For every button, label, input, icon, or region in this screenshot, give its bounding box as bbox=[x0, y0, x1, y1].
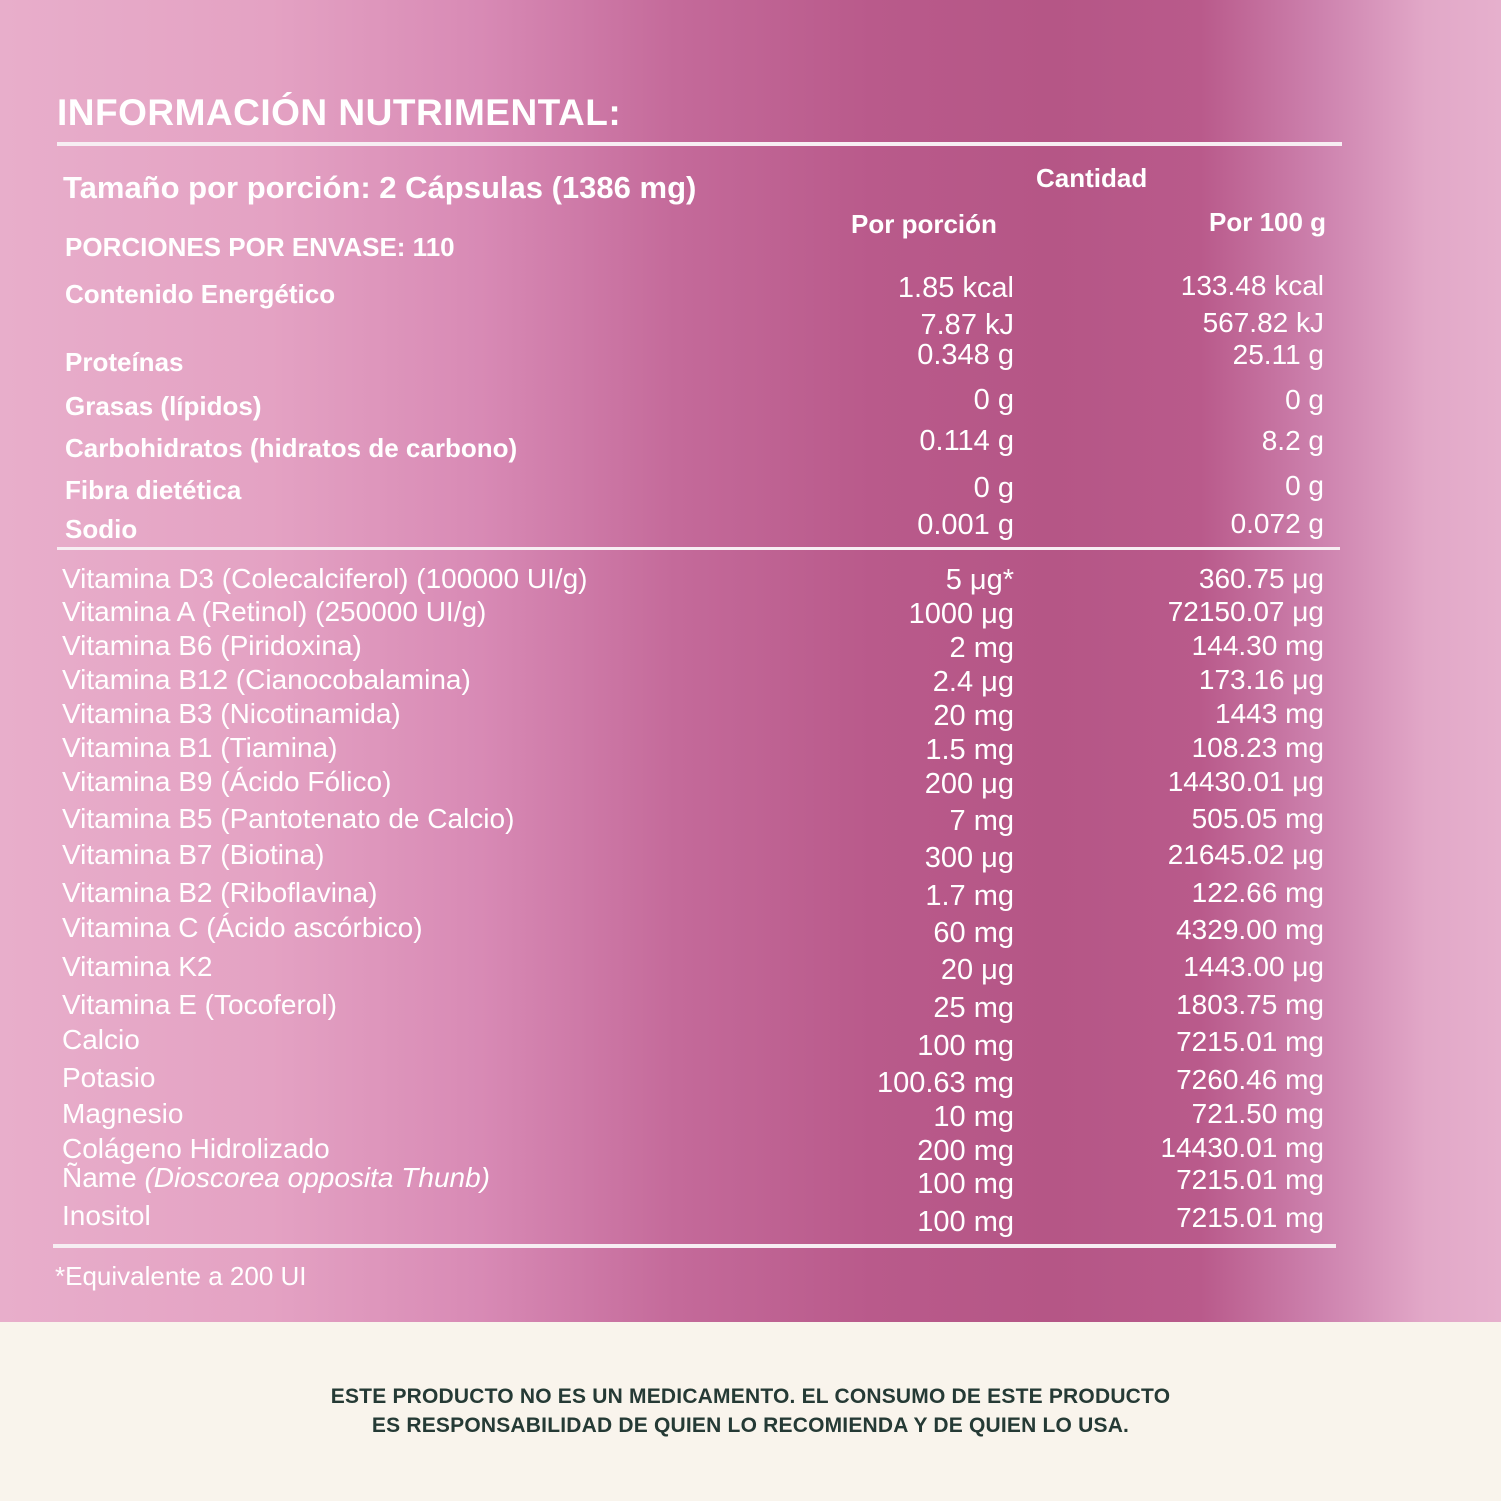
nutrient-label: Vitamina K2 bbox=[62, 951, 213, 982]
macro-label: Grasas (lípidos) bbox=[65, 391, 262, 421]
nutrient-per-100g: 1443.00 μg bbox=[1183, 951, 1324, 982]
nutrient-per-100g: 7215.01 mg bbox=[1176, 1164, 1324, 1195]
nutrient-per-100g: 122.66 mg bbox=[1191, 877, 1324, 908]
servings-per-container: PORCIONES POR ENVASE: 110 bbox=[65, 232, 455, 262]
macro-per-100g: 133.48 kcal bbox=[1180, 270, 1324, 301]
nutrient-per-100g: 14430.01 μg bbox=[1167, 766, 1324, 797]
nutrient-label: Vitamina C (Ácido ascórbico) bbox=[62, 912, 423, 943]
macro-per-100g: 25.11 g bbox=[1232, 339, 1324, 370]
macro-per-serving: 0 g bbox=[973, 472, 1014, 504]
macro-per-100g: 0.072 g bbox=[1230, 508, 1324, 539]
top-divider bbox=[57, 142, 1342, 146]
nutrient-per-100g: 7215.01 mg bbox=[1176, 1202, 1324, 1233]
nutrient-per-100g: 7215.01 mg bbox=[1176, 1026, 1324, 1057]
nutrient-label: Vitamina B3 (Nicotinamida) bbox=[62, 698, 401, 729]
nutrient-label: Vitamina B2 (Riboflavina) bbox=[62, 877, 378, 908]
nutrient-label: Magnesio bbox=[62, 1098, 184, 1129]
nutrient-per-100g: 1803.75 mg bbox=[1176, 989, 1324, 1020]
macro-label: Carbohidratos (hidratos de carbono) bbox=[65, 433, 518, 463]
nutrient-per-serving: 1000 μg bbox=[908, 598, 1014, 630]
nutrient-per-serving: 200 μg bbox=[924, 768, 1014, 800]
macro-label: Proteínas bbox=[65, 347, 184, 377]
macro-per-serving: 0.001 g bbox=[917, 509, 1014, 541]
nutrient-per-100g: 108.23 mg bbox=[1191, 732, 1324, 763]
nutrient-label: Vitamina B12 (Cianocobalamina) bbox=[62, 664, 471, 695]
nutrient-per-serving: 100 mg bbox=[917, 1206, 1014, 1238]
nutrient-label: Vitamina A (Retinol) (250000 UI/g) bbox=[62, 596, 487, 627]
nutrient-per-100g: 7260.46 mg bbox=[1176, 1064, 1324, 1095]
macro-label: Contenido Energético bbox=[65, 279, 336, 309]
serving-size: Tamaño por porción: 2 Cápsulas (1386 mg) bbox=[63, 170, 697, 205]
nutrient-per-100g: 21645.02 μg bbox=[1167, 839, 1324, 870]
nutrient-per-serving: 2.4 μg bbox=[932, 666, 1014, 698]
nutrient-per-serving: 100 mg bbox=[917, 1168, 1014, 1200]
nutrient-per-serving: 1.7 mg bbox=[925, 880, 1014, 912]
nutrient-label: Potasio bbox=[62, 1062, 156, 1093]
nutrient-per-100g: 4329.00 mg bbox=[1176, 914, 1324, 945]
nutrient-per-100g: 173.16 μg bbox=[1198, 664, 1324, 695]
footnote: *Equivalente a 200 UI bbox=[55, 1261, 307, 1291]
nutrient-label: Inositol bbox=[62, 1200, 151, 1231]
nutrient-per-serving: 20 mg bbox=[933, 700, 1014, 732]
yam-name: Ñame bbox=[62, 1162, 137, 1193]
disclaimer-line-1: ESTE PRODUCTO NO ES UN MEDICAMENTO. EL CONSUMO DE ESTE PRODUCTO bbox=[330, 1385, 1171, 1408]
nutrient-per-serving: 100 mg bbox=[917, 1030, 1014, 1062]
macro-label: Sodio bbox=[65, 514, 138, 544]
macro-per-serving: 0 g bbox=[973, 384, 1014, 416]
nutrient-per-100g: 72150.07 μg bbox=[1167, 596, 1324, 627]
nutrient-per-100g: 144.30 mg bbox=[1191, 630, 1324, 661]
nutrient-per-serving: 60 mg bbox=[933, 917, 1014, 949]
nutrient-per-serving: 10 mg bbox=[933, 1101, 1014, 1133]
nutrient-label: Colágeno Hidrolizado bbox=[62, 1133, 330, 1164]
nutrient-per-serving: 300 μg bbox=[924, 842, 1014, 874]
nutrient-per-100g: 721.50 mg bbox=[1191, 1098, 1324, 1129]
nutrient-label: Vitamina B7 (Biotina) bbox=[62, 839, 325, 870]
nutrient-per-serving: 25 mg bbox=[933, 992, 1014, 1024]
nutrient-label: Vitamina E (Tocoferol) bbox=[62, 989, 337, 1020]
page-title: INFORMACIÓN NUTRIMENTAL: bbox=[57, 92, 622, 133]
nutrient-label: Vitamina B9 (Ácido Fólico) bbox=[62, 766, 392, 797]
nutrient-per-serving: 2 mg bbox=[949, 632, 1014, 664]
nutrient-per-serving: 5 μg* bbox=[945, 564, 1014, 596]
nutrient-per-serving: 20 μg bbox=[940, 954, 1014, 986]
macro-per-100g: 567.82 kJ bbox=[1202, 307, 1324, 338]
nutrient-per-serving: 7 mg bbox=[949, 805, 1014, 837]
header-per-100g: Por 100 g bbox=[1209, 207, 1327, 237]
middle-divider bbox=[57, 547, 1340, 550]
disclaimer-line-2: ES RESPONSABILIDAD DE QUIEN LO RECOMIENDA Y DE QUIEN LO USA. bbox=[371, 1414, 1130, 1437]
nutrient-label: Calcio bbox=[62, 1024, 140, 1055]
header-quantity: Cantidad bbox=[1036, 163, 1148, 193]
nutrient-label: Vitamina B1 (Tiamina) bbox=[62, 732, 338, 763]
nutrient-label: Vitamina B5 (Pantotenato de Calcio) bbox=[62, 803, 515, 834]
bottom-divider bbox=[53, 1244, 1336, 1248]
nutrient-per-100g: 14430.01 mg bbox=[1160, 1132, 1324, 1163]
header-per-serving: Por porción bbox=[851, 209, 997, 239]
macro-per-serving: 7.87 kJ bbox=[920, 309, 1014, 341]
macro-per-serving: 0.114 g bbox=[919, 425, 1014, 457]
nutrient-per-serving: 100.63 mg bbox=[876, 1067, 1014, 1099]
nutrient-per-serving: 200 mg bbox=[917, 1135, 1014, 1167]
macro-per-100g: 0 g bbox=[1285, 384, 1324, 415]
nutrient-label: Vitamina D3 (Colecalciferol) (100000 UI/g) bbox=[62, 563, 588, 594]
macro-per-serving: 0.348 g bbox=[917, 339, 1014, 371]
nutrient-per-100g: 360.75 μg bbox=[1198, 563, 1324, 594]
macro-per-100g: 0 g bbox=[1285, 470, 1324, 501]
nutrient-per-100g: 505.05 mg bbox=[1191, 803, 1324, 834]
nutrient-label-yam bbox=[62, 1164, 490, 1192]
nutrient-label: Vitamina B6 (Piridoxina) bbox=[62, 630, 362, 661]
nutrient-per-100g: 1443 mg bbox=[1215, 698, 1324, 729]
macro-per-serving: 1.85 kcal bbox=[897, 272, 1014, 304]
macro-label: Fibra dietética bbox=[65, 475, 242, 505]
yam-scientific-name: (Dioscorea opposita Thunb) bbox=[144, 1162, 490, 1193]
nutrient-per-serving: 1.5 mg bbox=[925, 734, 1014, 766]
macro-per-100g: 8.2 g bbox=[1261, 425, 1324, 456]
